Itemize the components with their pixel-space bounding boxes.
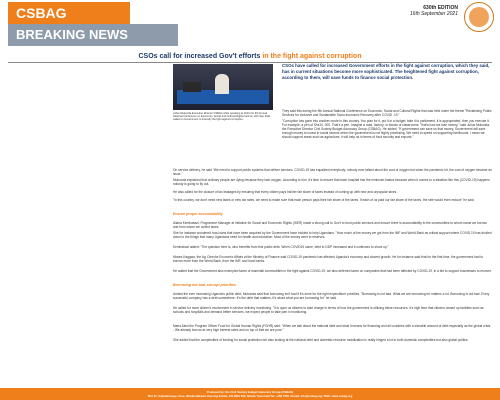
section-banner: BREAKING NEWS — [8, 24, 178, 46]
paragraph: Maria Alesi the Program Officer Food for Global Human Rights (FGHR) said: "When we talk about the national debt and what it means for financing and all countries with a sizeable amount of debt especially as the global crisis - We already borrow at very high interest rates and on top of that we are poor." — [173, 324, 491, 332]
headline-part-2: in the fight against corruption — [262, 53, 362, 60]
subhead-accountability: Ensure proper accountability — [173, 212, 223, 216]
edition-number: 630th EDITION — [423, 5, 458, 11]
paragraph: On service delivery, he said "We need to support public systems that deliver services. COVID-19 has equalized everybody; nobody ever talked about the cost of oxygen but when the pandemic hit, the cost of oxygen became an issue." — [173, 168, 492, 176]
right-column-text — [282, 109, 492, 139]
csbag-logo — [464, 2, 494, 32]
paragraph: Kembabazi added: "The question here is, who benefits from this public debt. When COVID19 came, debt to GDP increased and it continues to shoot up." — [173, 245, 389, 249]
paragraph: He called for more citizen's involvement in service delivery monitoring. "It is upon us citizens to take charge in terms of how the government is utilizing these resources. It's high time that citizens owned up facilities such as schools and hospitals and demand better services, we expect people to take part in monitoring. — [173, 306, 484, 314]
paragraph: Amidst the ever increasing Uganda's public debt, Mukunda said that borrowing isn't bad if it's done for the right expenditure priorities. "Borrowing is not bad. What we are borrowing for matters a lot. Borrowing is not bad. Every successful company has a debt somewhere. It's the debt that matters, it's about what you are borrowing for" he said. — [173, 292, 490, 300]
footer — [0, 388, 500, 400]
paragraph: He also called for the closure of tax leakages by ensuring that every citizen pays his/her fair share of taxes instead of coming up with new and unpopular taxes. — [173, 190, 398, 194]
paragraph: "In this country, we don't need new taxes or new tax rates, we need to make sure that each person pays their fair share of the taxes. If each of us paid our fair share of the taxes, the rate would even reduce" he said. — [173, 198, 475, 202]
headline — [8, 52, 492, 63]
paragraph: Mukunda explained that ordinary people are dying because they lack oxygen. According to him, it's time to ensure that each hospital has the minimum basics because when it comes to a situation like this (COVID-19) happens nobody is going to fly out. — [173, 178, 490, 186]
edition-info — [410, 5, 458, 17]
paragraph: Allana Kembabazi, Programme Manager at Initiative for Social and Economic Rights (ISER) made a strong call to Gov't to fund public services and ensure there is accountability to the communities to whom name we borrow and from whom we collect taxes. — [173, 221, 487, 229]
paragraph: Moses Kaggwa, the Ag. Director Economic Affairs at the Ministry of Finance said COVID-19 pandemic has affected Uganda's economy and slowed growth. He for instance said that for the first time, the government had to borrow more from the World Bank, from the IMF, and local banks. — [173, 255, 484, 263]
footer-contact: Plot 11, Vubyabirenge close, Ntinda Nakawa Housing Estate, P.O.BOX 660, Ntinda Town Hall Tel: +256 7059 / Email: info@csbag.org / Web: www.csbag.org — [147, 394, 353, 398]
paragraph: She added that the complexities of funding for social protection but also looking at the national debt and domestic resource mobilization is really hinged a lot to both domestic complexities but also global politics. — [173, 338, 469, 342]
brand-banner: CSBAG — [8, 2, 130, 24]
subhead-borrowing: Borrowing not bad, corrupt priorities — [173, 283, 236, 287]
edition-date: 16th September 2021 — [409, 11, 458, 17]
paragraph: They said this during the 9th Annual National Conference on Economic, Social and Cultural Rights that was held under the theme "Reclaiming Public Services for Inclusive and Sustainable Socio-economic Recovery after COVID -19." — [282, 109, 492, 117]
paragraph: She for instance wondered how loans that have been acquired by the Government have trickled to help Ugandans. "How much of the money we got from the IMF and World Bank as critical support where COVID 19 has trickled down to the things that many Ugandans need for health and education. Most of the money went to reserves. — [173, 231, 492, 239]
footer-producer: Produced by: the Civil Society Budget Advocacy Group (CSBAG) — [206, 390, 294, 394]
conference-photo — [173, 64, 273, 110]
lead-paragraph: CSOs have called for increased Government efforts in the fight against corruption, which they said, has in current situations become more sophisticated. The heightened fight against corruption, according to them, will save funds to finance social protection. — [282, 63, 490, 80]
paragraph: He added that the Government also exempted taxes of essential commodities in the fight against COVID-19, we also deferred taxes on companies that had been affected by COVID-19, in a bid to support businesses to recover. — [173, 269, 492, 273]
paragraph: "Corruption has gone into another mode in this country. You plan for it, put it in a budget, take it to parliament, it is appropriated, then you execute it. For example, a pen of Shs10, 000. That's a pen. Imagine a road, factory, or blocks of classrooms. That's how we lose money," said Julius Mukunda, the Executive Director Civil Society Budget Advocacy Group (CSBAG). He added: "If government can save us that money, Government will save enough money to invest in social sectors which the government is not highly prioritizing. We need to speed on supporting livelihoods. I mean we should support areas such as agriculture, it will help us in terms of food security and exports." — [282, 119, 490, 139]
photo-caption: Julius Mukunda Executive Director CSBAG while speaking at 2021 the 9th Annual National Conference on Economic, Social and Cultural Rights held on 14th Sep 2021 called on Government to intensify the fight against corruption. — [173, 112, 271, 122]
headline-part-1: CSOs call for increased Gov't efforts — [138, 53, 263, 60]
